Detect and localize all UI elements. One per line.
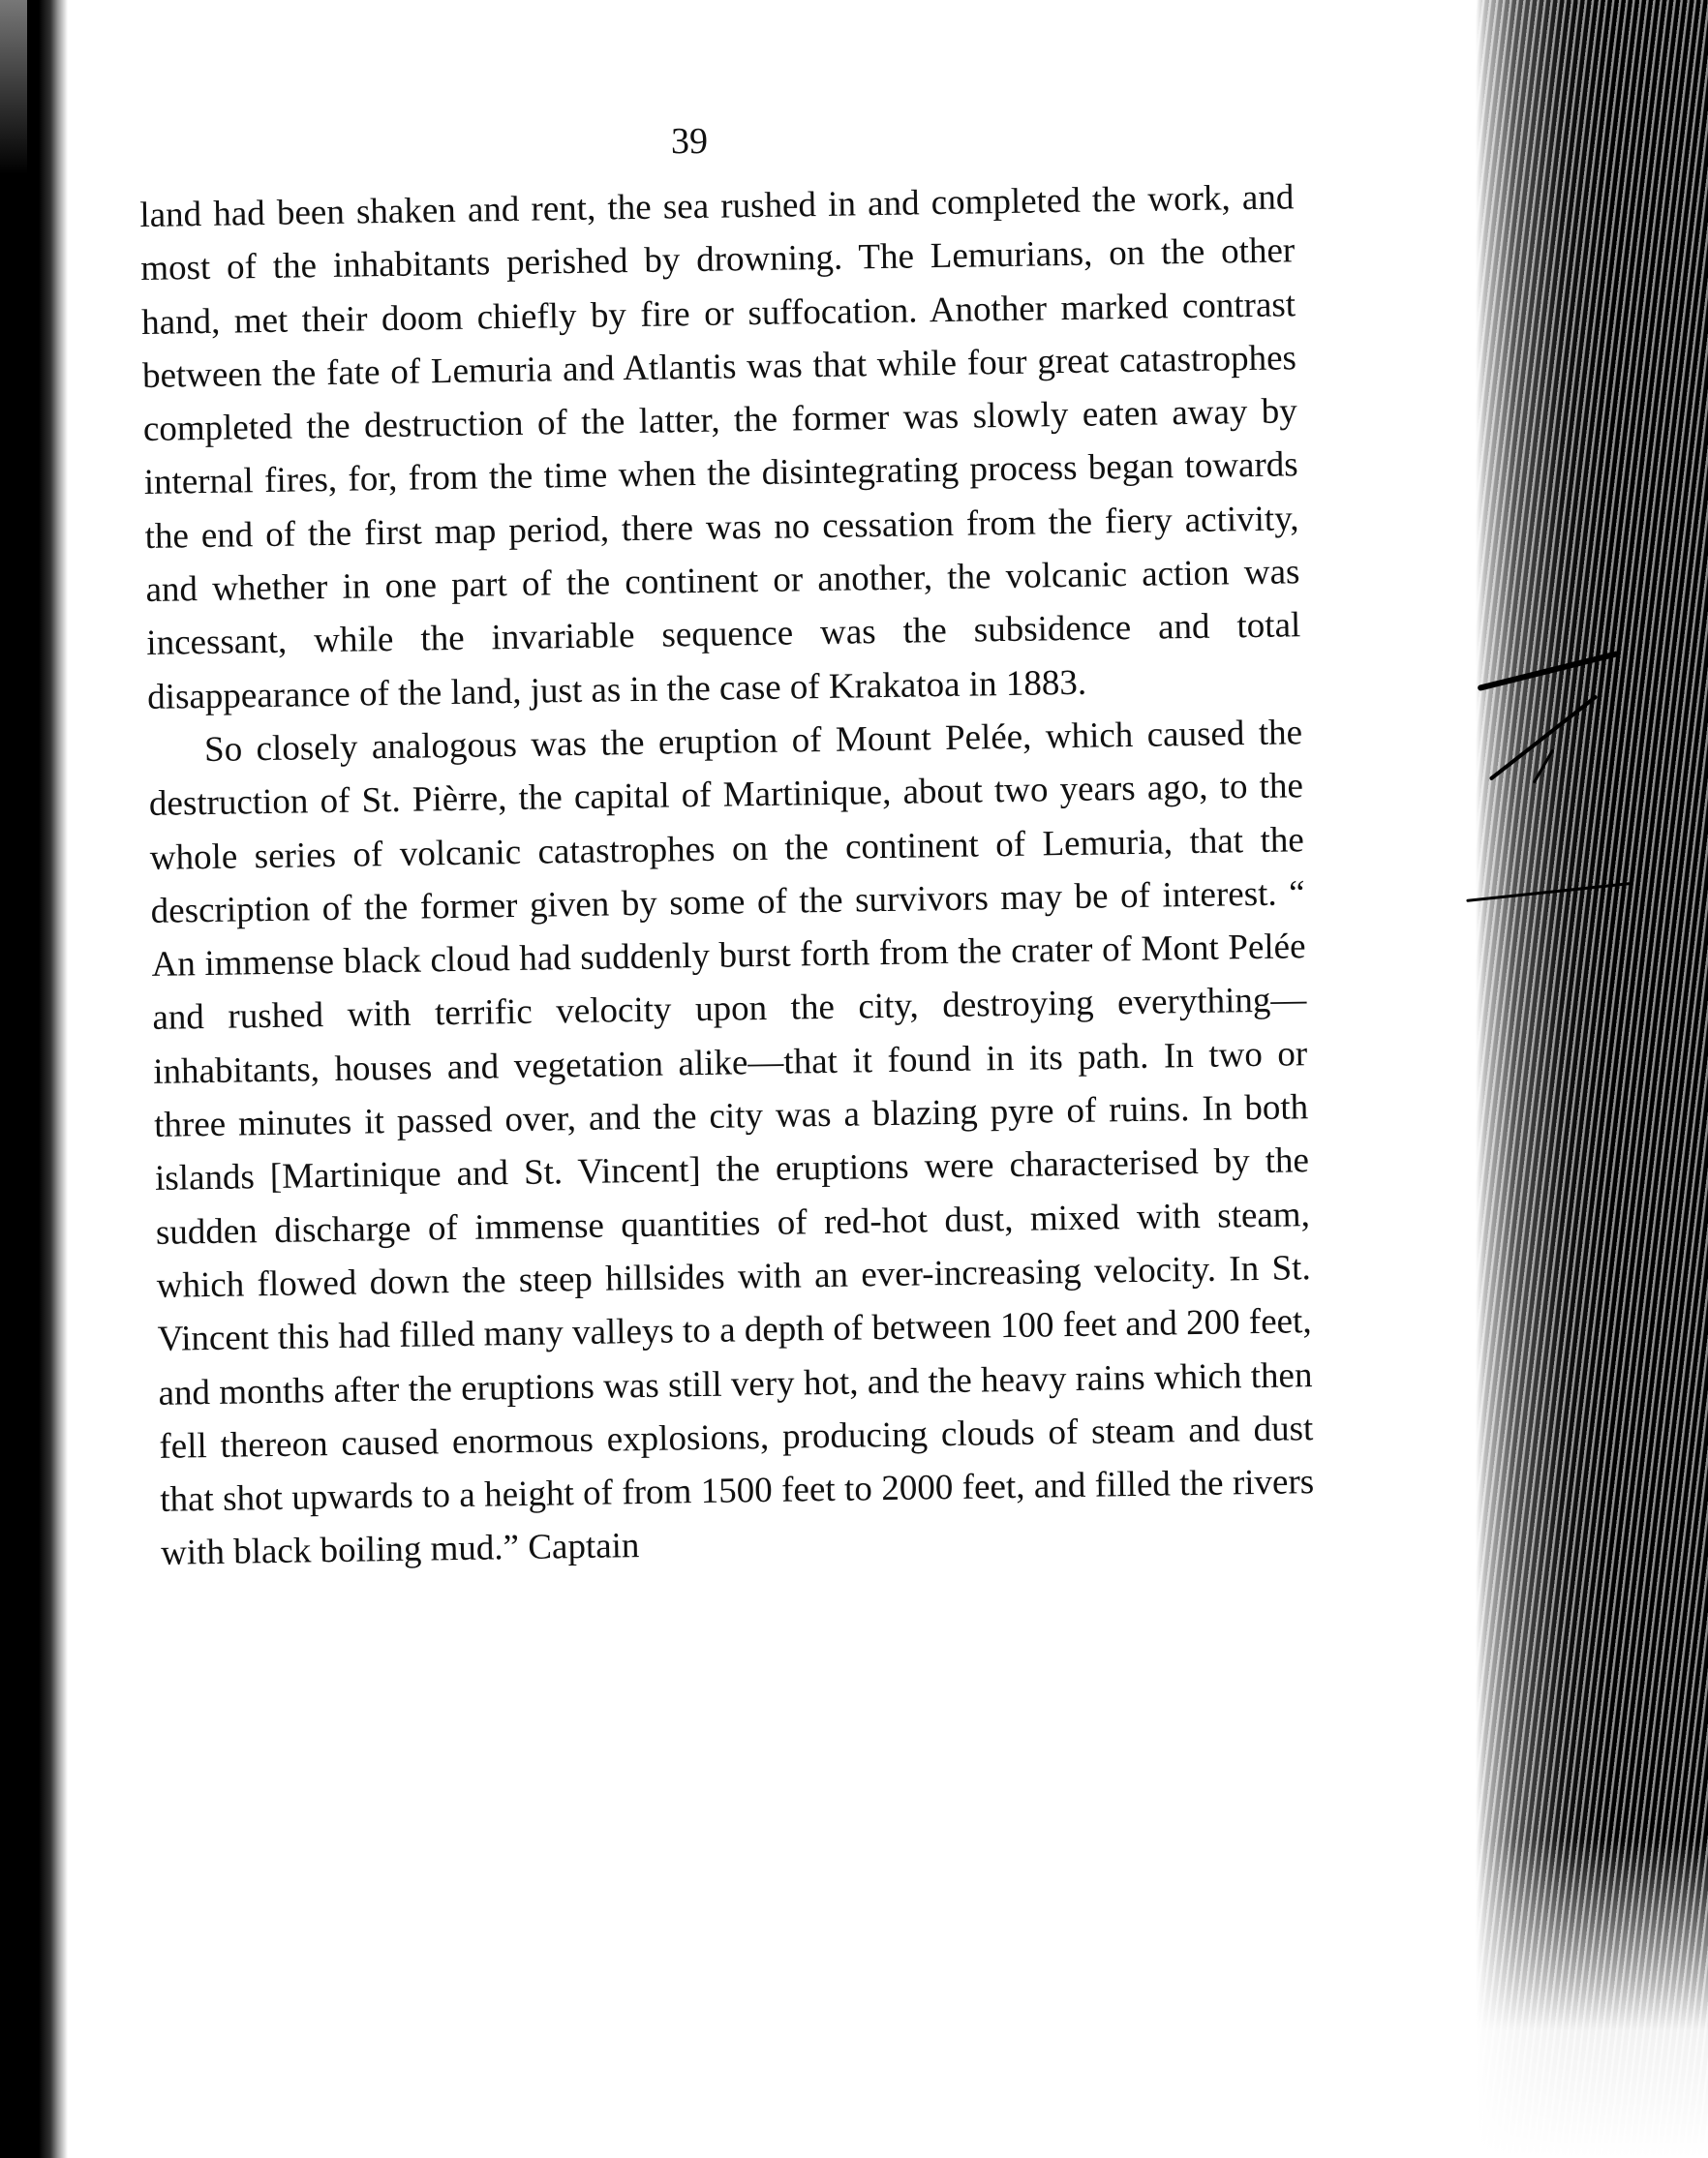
right-binding-edge: [1476, 0, 1708, 2158]
paragraph: land had been shaken and rent, the sea rushed in and completed the work, and most of the inhabitants perished by drowning. The Lemurians, on the other hand, met their doom chiefly by fire or suffocation. Another marked contrast between the fate of Lemuria and Atlantis was that while four great catastrophes completed the destruction of the latter, the former was slowly eaten away by internal fires, for, from the time when the disintegrating process began towards the end of the first map period, there was no cessation from the fiery activity, and whether in one part of the continent or another, the volcanic action was incessant, while the invariable sequence was the subsidence and total disappearance of the land, just as in the case of Krakatoa in 1883.: [139, 177, 1301, 717]
right-edge-fade: [1476, 1839, 1708, 2158]
left-scan-edge: [0, 0, 68, 2158]
paragraph: So closely analogous was the eruption of Mount Pelée, which caused the destruction of St. Pièrre, the capital of Martinique, about two years ago, to the whole series of volcanic catastrophes on the continent of Lemuria, that the description of the former given by some of the survivors may be of interest. “ An immense black cloud had suddenly burst forth from the crater of Mont Pelée and rushed with terrific velocity upon the city, destroying everything—inhabitants, houses and vegetation alike—that it found in its path. In two or three minutes it passed over, and the city was a blazing pyre of ruins. In both islands [Martinique and St. Vincent] the eruptions were characterised by the sudden discharge of immense quantities of red-hot dust, mixed with steam, which flowed down the steep hillsides with an ever-increasing velocity. In St. Vincent this had filled many valleys to a depth of between 100 feet and 200 feet, and months after the eruptions was still very hot, and the heavy rains which then fell thereon caused enormous explosions, producing clouds of steam and dust that shot upwards to a height of from 1500 feet to 2000 feet, and filled the rivers with black boiling mud.” Captain: [148, 713, 1315, 1574]
body-text: [139, 170, 1315, 1580]
page-number: 39: [671, 121, 708, 162]
left-scan-edge-top: [0, 0, 27, 174]
